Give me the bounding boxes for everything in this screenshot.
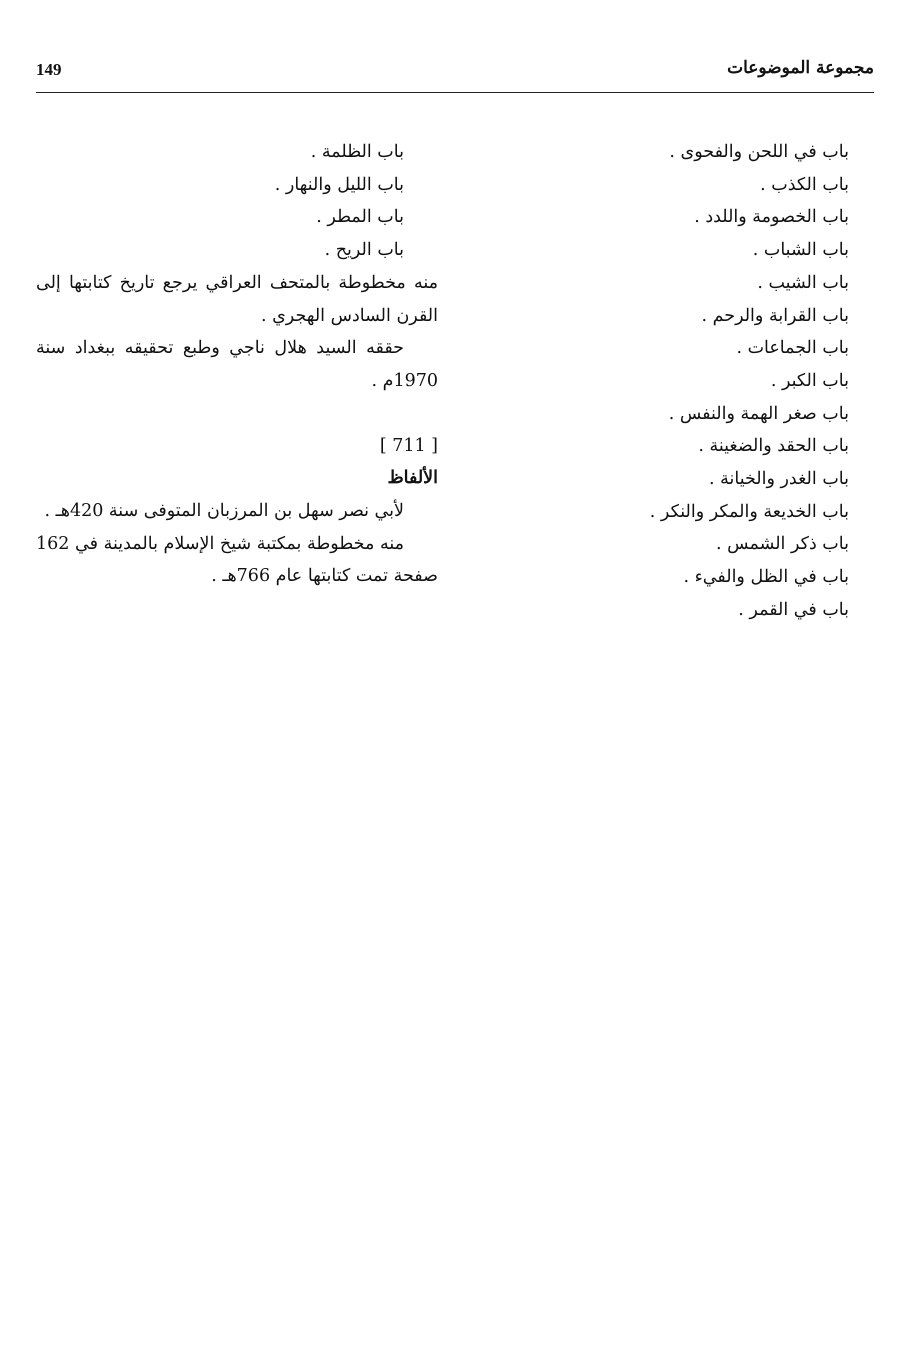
- chapter-line: باب الليل والنهار .: [274, 174, 404, 195]
- chapter-line: باب الغدر والخيانة .: [708, 469, 849, 490]
- entry-title: الألفاظ: [387, 468, 438, 489]
- edition-note-line: حققه السيد هلال ناجي وطبع تحقيقه ببغداد سنة: [36, 338, 404, 359]
- chapter-line: باب الكذب .: [760, 174, 849, 195]
- manuscript-note-line: القرن السادس الهجري .: [260, 305, 438, 326]
- chapter-line: باب الكبر .: [770, 370, 849, 391]
- chapter-line: باب في اللحن والفحوى .: [669, 142, 849, 162]
- chapter-line: باب صغر الهمة والنفس .: [668, 403, 849, 424]
- chapter-line: باب الحقد والضغينة .: [698, 436, 849, 457]
- entry-number: [ 711 ]: [379, 435, 438, 456]
- chapter-line: باب الشيب .: [757, 272, 849, 293]
- running-title: مجموعة الموضوعات: [727, 58, 874, 78]
- left-column: [36, 136, 438, 593]
- page-number: 149: [36, 60, 62, 79]
- chapter-line: باب المطر .: [316, 207, 404, 228]
- chapter-line: باب ذكر الشمس .: [716, 534, 849, 555]
- copy-note-line: منه مخطوطة بمكتبة شيخ الإسلام بالمدينة في 162: [36, 533, 404, 554]
- chapter-line: باب الخصومة واللدد .: [694, 207, 849, 228]
- chapter-line: باب الريح .: [324, 240, 404, 261]
- edition-note-line: 1970م .: [371, 370, 438, 391]
- author-line: لأبي نصر سهل بن المرزبان المتوفى سنة 420هـ .: [44, 501, 404, 522]
- chapter-line: باب في القمر .: [738, 599, 849, 620]
- chapter-line: باب الخديعة والمكر والنكر .: [649, 501, 849, 522]
- chapter-line: باب في الظل والفيء .: [683, 567, 849, 588]
- manuscript-note-line: منه مخطوطة بالمتحف العراقي يرجع تاريخ كتابتها إلى: [36, 272, 438, 293]
- chapter-line: باب الجماعات .: [736, 338, 849, 359]
- chapter-line: باب الظلمة .: [310, 142, 404, 162]
- right-column: [519, 136, 849, 627]
- section-gap: [36, 398, 438, 430]
- chapter-line: باب الشباب .: [752, 240, 849, 261]
- copy-note-line: صفحة تمت كتابتها عام 766هـ .: [211, 566, 438, 587]
- chapter-line: باب القرابة والرحم .: [701, 305, 849, 326]
- page-header: [36, 58, 874, 93]
